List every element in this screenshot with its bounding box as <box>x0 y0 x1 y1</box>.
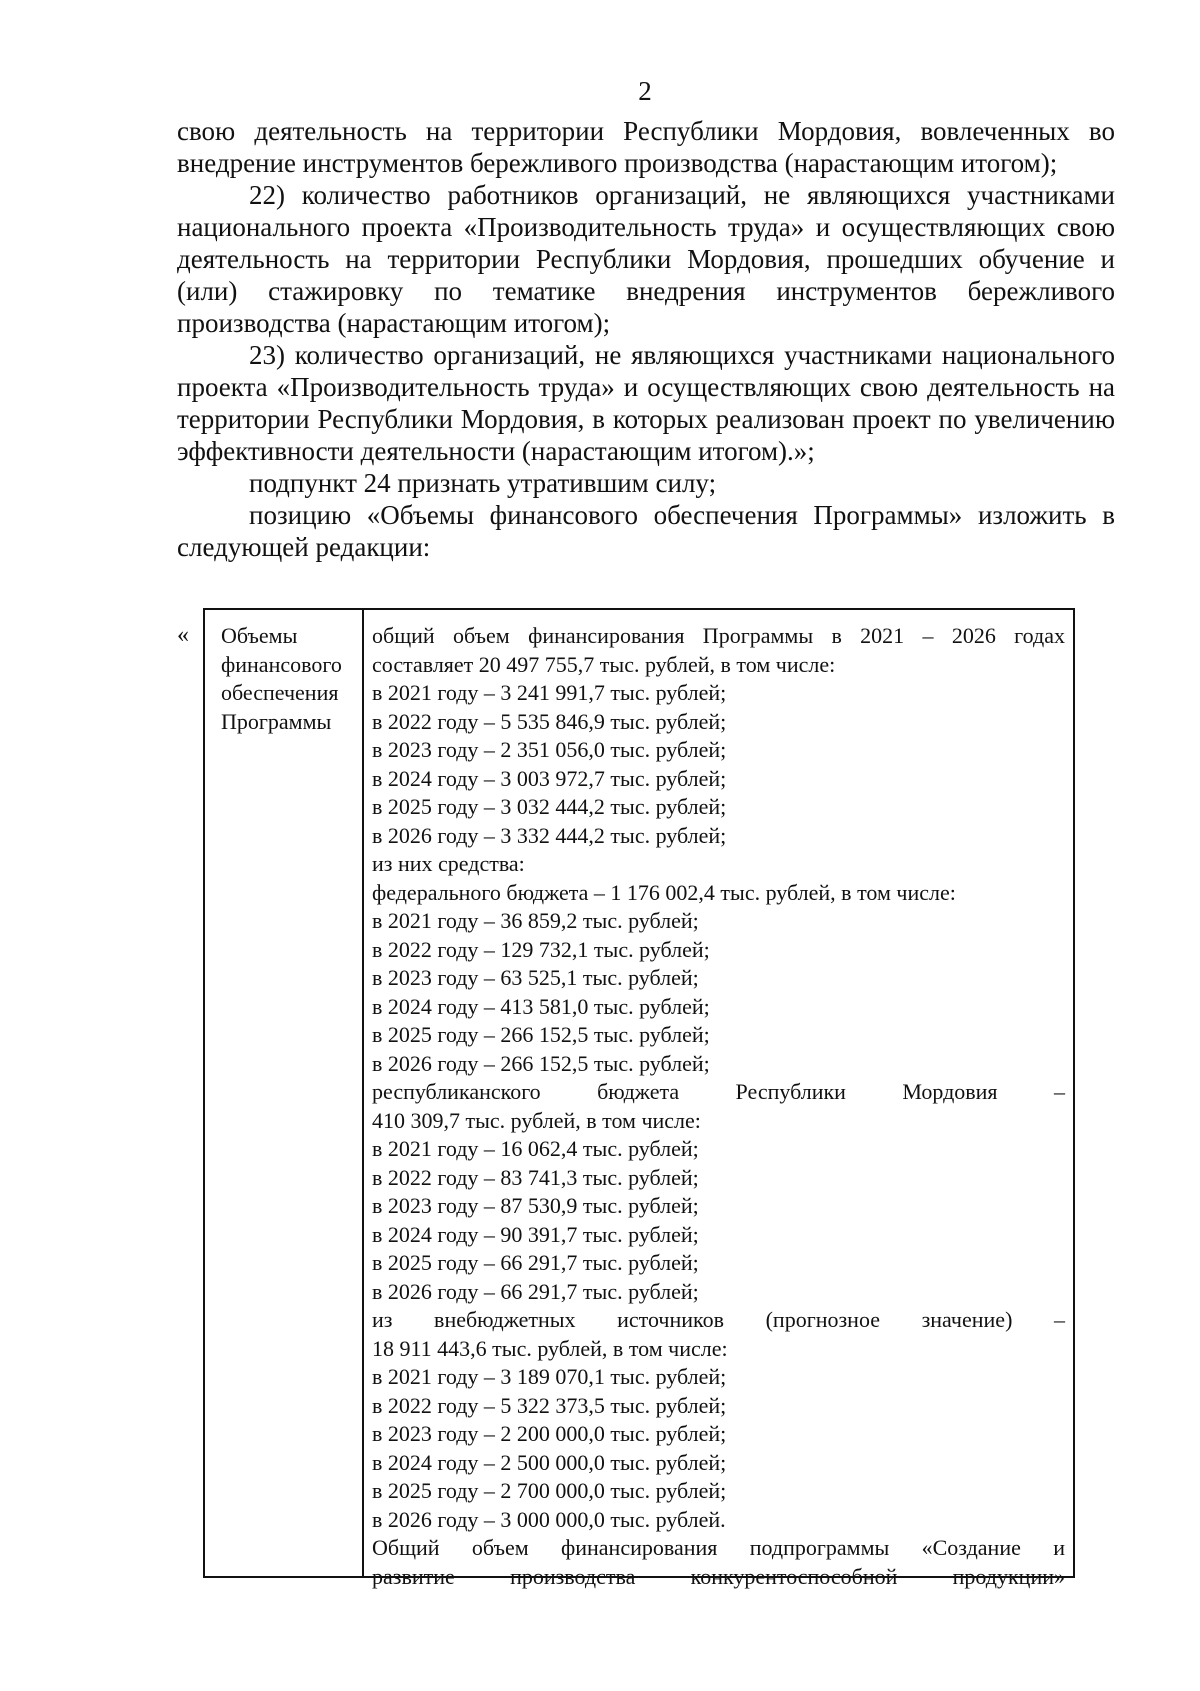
financing-line: в 2021 году – 3 241 991,7 тыс. рублей; <box>372 680 727 705</box>
financing-line: в 2023 году – 87 530,9 тыс. рублей; <box>372 1193 699 1218</box>
financing-line: в 2022 году – 83 741,3 тыс. рублей; <box>372 1164 699 1190</box>
financing-line: из внебюджетных источников (прогнозное значение) – <box>372 1307 1065 1332</box>
financing-line: в 2022 году – 129 732,1 тыс. рублей; <box>372 936 710 962</box>
financing-line: из них средства: <box>372 851 525 876</box>
financing-line: в 2024 году – 90 391,7 тыс. рублей; <box>372 1221 699 1247</box>
body-text <box>177 115 1115 563</box>
financing-line: в 2026 году – 266 152,5 тыс. рублей; <box>372 1050 710 1076</box>
financing-line: в 2025 году – 66 291,7 тыс. рублей; <box>372 1250 699 1275</box>
financing-line: 410 309,7 тыс. рублей, в том числе: <box>372 1107 701 1133</box>
financing-line: в 2023 году – 63 525,1 тыс. рублей; <box>372 965 699 990</box>
financing-line: в 2025 году – 3 032 444,2 тыс. рублей; <box>372 794 727 819</box>
financing-line: в 2021 году – 3 189 070,1 тыс. рублей; <box>372 1364 727 1389</box>
page-number: 2 <box>638 76 652 106</box>
financing-label-cell <box>205 610 364 1576</box>
financing-line: в 2023 году – 2 200 000,0 тыс. рублей; <box>372 1421 727 1446</box>
financing-line: в 2026 году – 66 291,7 тыс. рублей; <box>372 1278 699 1304</box>
financing-line: в 2025 году – 2 700 000,0 тыс. рублей; <box>372 1478 727 1503</box>
paragraph: позицию «Объемы финансового обеспечения Программы» изложить в следующей редакции: <box>177 500 1115 562</box>
paragraph: подпункт 24 признать утратившим силу; <box>249 468 717 498</box>
financing-content-cell <box>364 610 1073 1589</box>
financing-line: в 2026 году – 3 000 000,0 тыс. рублей. <box>372 1506 726 1532</box>
financing-line: в 2024 году – 2 500 000,0 тыс. рублей; <box>372 1449 727 1475</box>
paragraph: 23) количество организаций, не являющихся участниками национального проекта «Производительность труда» и осуществляющих свою деятельность на территории Республики Мордовия, в которых реализован проект по увеличению эффективности деятельности (нарастающим итогом).»; <box>177 340 1115 466</box>
opening-quote-mark: « <box>177 622 189 648</box>
financing-line: в 2022 году – 5 322 373,5 тыс. рублей; <box>372 1392 727 1418</box>
paragraph: свою деятельность на территории Республики Мордовия, вовлеченных во внедрение инструментов бережливого производства (нарастающим итогом); <box>177 116 1115 178</box>
financing-line: составляет 20 497 755,7 тыс. рублей, в том числе: <box>372 651 836 677</box>
financing-line: в 2026 году – 3 332 444,2 тыс. рублей; <box>372 822 727 848</box>
financing-line: в 2021 году – 16 062,4 тыс. рублей; <box>372 1136 699 1161</box>
financing-line: в 2022 году – 5 535 846,9 тыс. рублей; <box>372 708 727 734</box>
label-line: Программы <box>221 708 332 734</box>
financing-line: общий объем финансирования Программы в 2021 – 2026 годах <box>372 623 1065 648</box>
financing-line: в 2024 году – 3 003 972,7 тыс. рублей; <box>372 765 727 791</box>
financing-line: в 2023 году – 2 351 056,0 тыс. рублей; <box>372 737 727 762</box>
financing-line: Общий объем финансирования подпрограммы «Создание и <box>372 1535 1065 1560</box>
paragraph: 22) количество работников организаций, не являющихся участниками национального проекта «Производительность труда» и осуществляющих свою деятельность на территории Республики Мордовия, прошедших обучение и (или) стажировку по тематике внедрения инструментов бережливого производства (нарастающим итогом); <box>177 180 1115 338</box>
financing-line: в 2024 году – 413 581,0 тыс. рублей; <box>372 993 710 1019</box>
financing-line: федерального бюджета – 1 176 002,4 тыс. рублей, в том числе: <box>372 879 956 905</box>
label-line: финансового <box>221 651 342 677</box>
financing-line: республиканского бюджета Республики Мордовия – <box>372 1079 1065 1104</box>
financing-line: развитие производства конкурентоспособной продукции» <box>372 1563 1065 1589</box>
financing-line: 18 911 443,6 тыс. рублей, в том числе: <box>372 1335 728 1361</box>
label-line: Объемы <box>221 623 298 648</box>
financing-table <box>203 608 1075 1589</box>
label-line: обеспечения <box>221 680 339 705</box>
financing-line: в 2025 году – 266 152,5 тыс. рублей; <box>372 1022 710 1047</box>
financing-line: в 2021 году – 36 859,2 тыс. рублей; <box>372 908 699 933</box>
